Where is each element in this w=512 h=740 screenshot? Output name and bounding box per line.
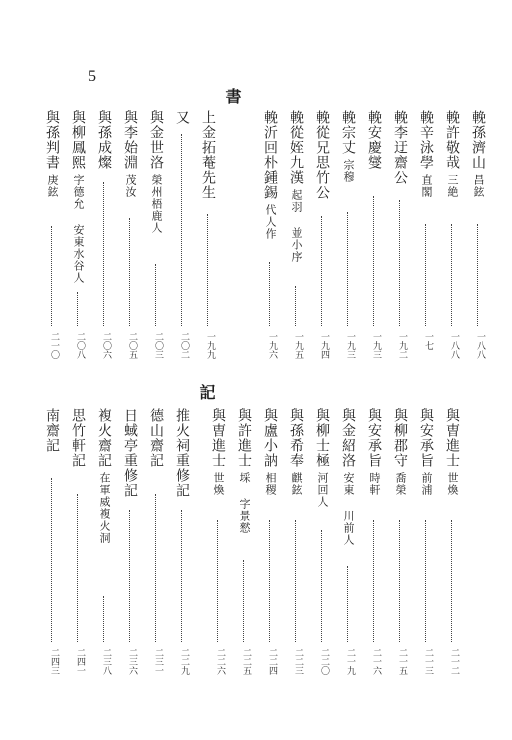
entry-title: 複火齋記 xyxy=(96,408,112,468)
leader-dots xyxy=(451,224,452,326)
entry-page: 二一二 xyxy=(449,648,459,675)
entry-sub: 時軒 xyxy=(368,472,381,496)
leader-dots xyxy=(425,520,426,642)
leader-dots xyxy=(399,520,400,642)
entry-sub: 安東 川前人 xyxy=(342,472,355,546)
leader-dots xyxy=(103,596,104,642)
entry-title: 日蜮亭重修記 xyxy=(122,408,138,498)
entry-title: 輓李迂齋公 xyxy=(392,110,408,185)
entry-title: 輓安慶燮 xyxy=(366,110,382,170)
entry-title: 輓許敬哉 xyxy=(444,110,460,170)
entry-title: 與曺進士 xyxy=(210,408,226,468)
entry-title: 推火祠重修記 xyxy=(174,408,190,498)
entry-page: 二一九 xyxy=(345,648,355,675)
entry-page: 一七 xyxy=(423,332,433,350)
entry-page: 二一五 xyxy=(397,648,407,675)
leader-dots xyxy=(129,218,130,326)
entry-page: 一九三 xyxy=(345,332,355,359)
entry-title: 與盧小訥 xyxy=(262,408,278,468)
leader-dots xyxy=(77,292,78,326)
entry-title: 與許進士 xyxy=(236,408,252,468)
leader-dots xyxy=(425,224,426,326)
entry-title: 與金世洛 xyxy=(148,110,164,170)
leader-dots xyxy=(51,478,52,642)
entry-title: 思竹軒記 xyxy=(70,408,86,468)
leader-dots xyxy=(321,216,322,326)
entry-page: 一九五 xyxy=(293,332,303,359)
leader-dots xyxy=(51,226,52,326)
entry-page: 二三一 xyxy=(153,648,163,675)
entry-title: 與柳鳳熙 xyxy=(70,110,86,170)
entry-title: 輓辛泳學 xyxy=(418,110,434,170)
entry-title: 又 xyxy=(174,110,190,125)
leader-dots xyxy=(103,182,104,326)
leader-dots xyxy=(181,134,182,326)
entry-sub: 昌鉉 xyxy=(472,174,485,198)
entry-title: 輓沂回朴鍾錫 xyxy=(262,110,278,200)
entry-title: 與孫希奉 xyxy=(288,408,304,468)
entry-sub: 代人作 xyxy=(264,204,277,240)
entry-title: 與安承旨 xyxy=(366,408,382,468)
entry-title: 輓孫濟山 xyxy=(470,110,486,170)
entry-page: 一九二 xyxy=(397,332,407,359)
entry-page: 二三八 xyxy=(101,648,111,675)
entry-sub: 字德允 安東水谷人 xyxy=(72,174,85,284)
entry-sub: 在軍威複火洞 xyxy=(98,472,111,544)
entry-page: 二二五 xyxy=(241,648,251,675)
entry-page: 二二三 xyxy=(293,648,303,675)
leader-dots xyxy=(321,530,322,642)
entry-sub: 相稷 xyxy=(264,472,277,496)
entry-page: 二一〇 xyxy=(49,332,59,359)
leader-dots xyxy=(451,520,452,642)
entry-title: 與柳士極 xyxy=(314,408,330,468)
entry-page: 二二四 xyxy=(267,648,277,675)
entry-sub: 茂汝 xyxy=(124,174,137,198)
leader-dots xyxy=(155,264,156,326)
leader-dots xyxy=(347,566,348,642)
entry-page: 二四一 xyxy=(75,648,85,675)
entry-page: 二四三 xyxy=(49,648,59,675)
leader-dots xyxy=(373,520,374,642)
leader-dots xyxy=(77,494,78,642)
page-number: 5 xyxy=(88,68,96,85)
entry-title: 上金拓菴先生 xyxy=(200,110,216,200)
entry-sub: 三絶 xyxy=(446,174,459,198)
entry-page: 二二九 xyxy=(179,648,189,675)
section-heading: 書 xyxy=(223,88,242,104)
leader-dots xyxy=(373,196,374,326)
entry-sub: 河回人 xyxy=(316,472,329,508)
entry-page: 一八八 xyxy=(449,332,459,359)
entry-sub: 世煥 xyxy=(212,472,225,496)
entry-sub: 世煥 xyxy=(446,472,459,496)
entry-sub: 前浦 xyxy=(420,472,433,496)
entry-page: 一九四 xyxy=(319,332,329,359)
entry-title: 與金紹洛 xyxy=(340,408,356,468)
leader-dots xyxy=(217,520,218,642)
leader-dots xyxy=(295,520,296,642)
entry-page: 一九九 xyxy=(205,332,215,359)
leader-dots xyxy=(243,560,244,642)
entry-title: 與孫成燦 xyxy=(96,110,112,170)
entry-title: 與曺進士 xyxy=(444,408,460,468)
leader-dots xyxy=(129,510,130,642)
entry-page: 二〇三 xyxy=(153,332,163,359)
entry-title: 南齋記 xyxy=(44,408,60,453)
entry-page: 二二六 xyxy=(215,648,225,675)
leader-dots xyxy=(181,510,182,642)
entry-page: 二〇二 xyxy=(179,332,189,359)
entry-page: 二〇八 xyxy=(75,332,85,359)
entry-page: 二三六 xyxy=(127,648,137,675)
leader-dots xyxy=(399,200,400,326)
entry-page: 二一六 xyxy=(371,648,381,675)
entry-title: 輓從姪九漢 xyxy=(288,110,304,185)
entry-page: 二一三 xyxy=(423,648,433,675)
section-heading: 記 xyxy=(197,384,216,400)
entry-title: 德山齋記 xyxy=(148,408,164,468)
leader-dots xyxy=(269,262,270,326)
leader-dots xyxy=(347,212,348,326)
entry-sub: 麒鉉 xyxy=(290,472,303,496)
leader-dots xyxy=(477,224,478,326)
leader-dots xyxy=(295,286,296,326)
entry-title: 與孫判書 xyxy=(44,110,60,170)
entry-title: 輓從兄思竹公 xyxy=(314,110,330,200)
entry-sub: 喬榮 xyxy=(394,472,407,496)
entry-page: 二二〇 xyxy=(319,648,329,675)
entry-title: 輓宗丈 xyxy=(340,110,356,155)
entry-title: 與安承旨 xyxy=(418,408,434,468)
leader-dots xyxy=(269,520,270,642)
entry-sub: 起羽 並小序 xyxy=(290,189,303,263)
entry-page: 一九六 xyxy=(267,332,277,359)
entry-sub: 庚鉉 xyxy=(46,174,59,198)
entry-sub: 直閣 xyxy=(420,174,433,198)
entry-title: 與柳郡守 xyxy=(392,408,408,468)
entry-page: 二〇六 xyxy=(101,332,111,359)
leader-dots xyxy=(155,494,156,642)
entry-page: 二〇五 xyxy=(127,332,137,359)
entry-page: 一九三 xyxy=(371,332,381,359)
entry-sub: 埰 字景憖 xyxy=(238,472,251,534)
entry-sub: 榮州梧鹿人 xyxy=(150,174,163,234)
entry-page: 一八八 xyxy=(475,332,485,359)
entry-sub: 宗穆 xyxy=(342,159,355,183)
entry-title: 與李始淵 xyxy=(122,110,138,170)
leader-dots xyxy=(207,214,208,326)
